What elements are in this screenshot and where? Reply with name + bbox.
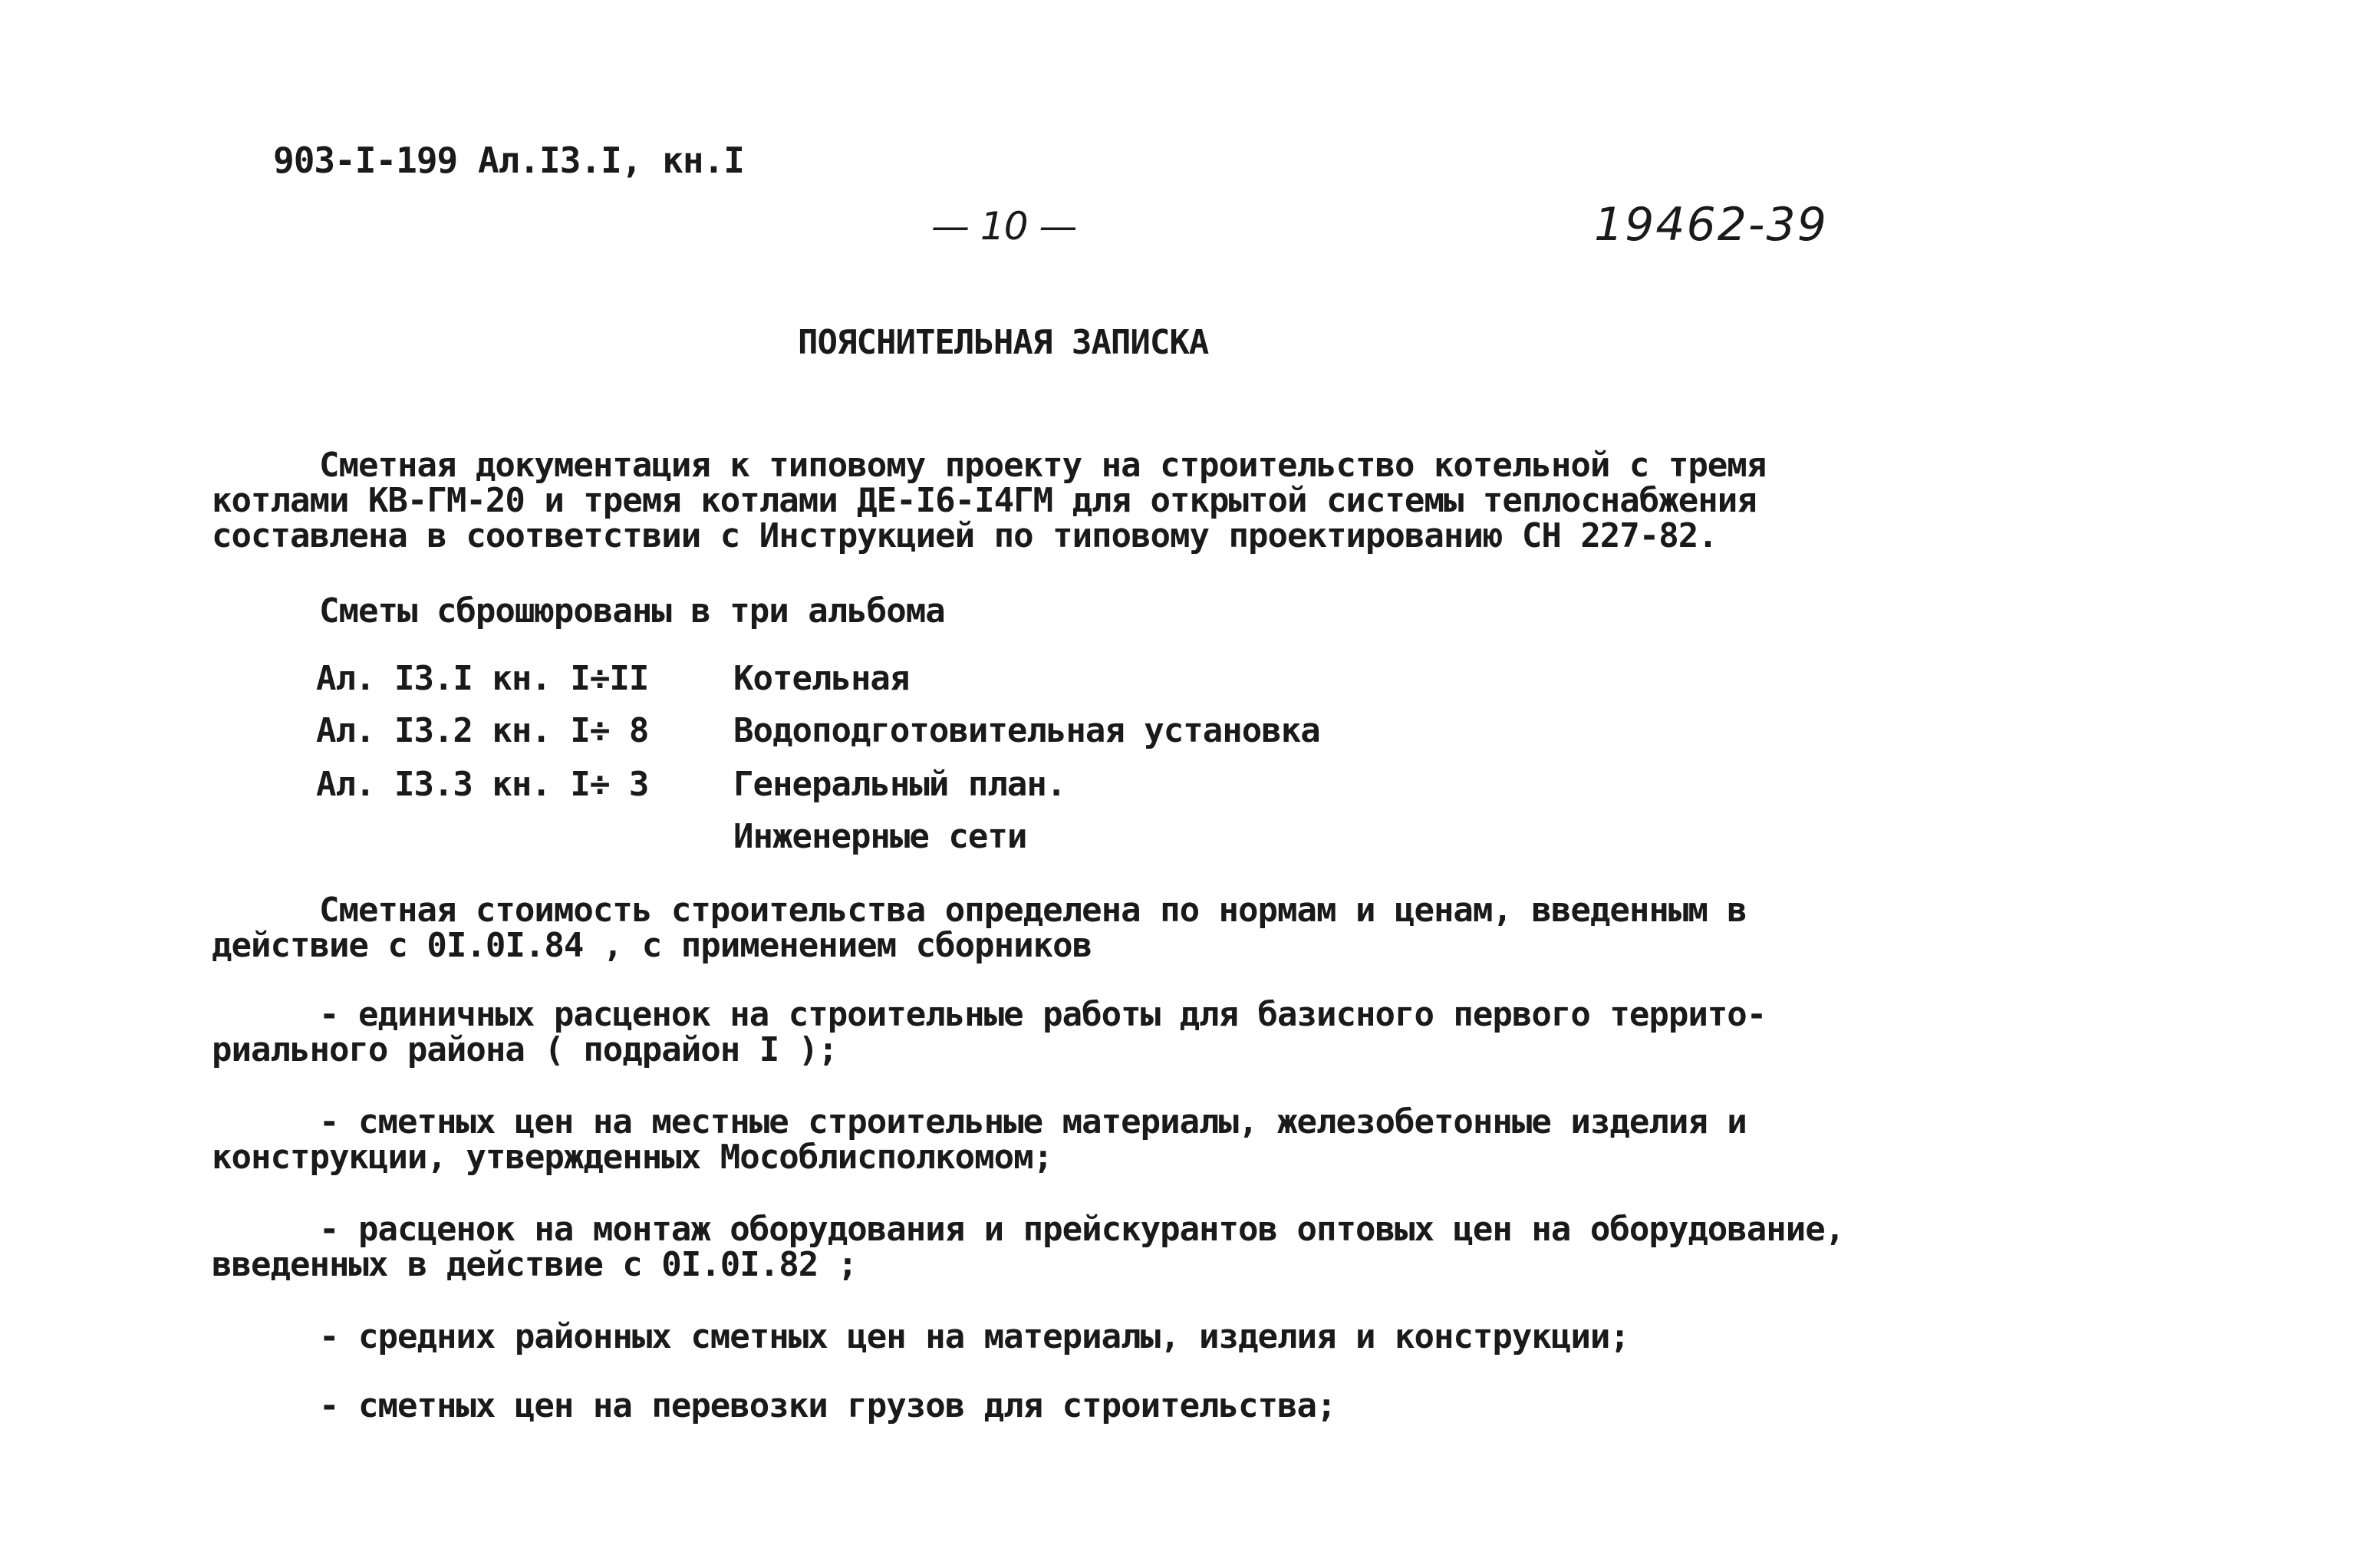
album-code: Ал. I3.2 кн. I÷ 8 — [316, 711, 649, 750]
bullet-item: - единичных расценок на строительные работы для базисного первого террито- — [319, 995, 1767, 1034]
album-label: Котельная — [733, 659, 910, 698]
document-code: 90З-I-199 Ал.I3.I, кн.I — [273, 140, 744, 181]
album-label: Водоподготовительная установка — [733, 711, 1320, 750]
bullet-item-continuation: введенных в действие с 0I.0I.82 ; — [212, 1245, 858, 1284]
bullet-item: - сметных цен на перевозки грузов для строительства; — [319, 1386, 1336, 1425]
bullet-item: - сметных цен на местные строительные материалы, железобетонные изделия и — [319, 1102, 1747, 1141]
bullet-item: - средних районных сметных цен на материалы, изделия и конструкции; — [319, 1317, 1629, 1356]
albums-intro: Сметы сброшюрованы в три альбома — [319, 591, 945, 631]
archive-number: 19462-39 — [1594, 198, 1828, 252]
album-code: Ал. I3.I кн. I÷II — [316, 659, 649, 698]
page-number: — 10 — — [931, 204, 1077, 249]
album-code: Ал. I3.3 кн. I÷ 3 — [316, 765, 649, 804]
intro-line-3: составлена в соответствии с Инструкцией по типовому проектированию СН 227-82. — [212, 516, 1718, 555]
album-label: Инженерные сети — [733, 817, 1027, 856]
album-label: Генеральный план. — [733, 765, 1066, 804]
bullet-item-continuation: конструкции, утвержденных Мособлисполкомом; — [212, 1138, 1053, 1177]
bullet-item-continuation: риального района ( подрайон I ); — [212, 1030, 838, 1069]
intro-line-2: котлами КВ-ГМ-20 и тремя котлами ДЕ-I6-I4ГМ для открытой системы теплоснабжения — [212, 481, 1757, 520]
cost-line-1: Сметная стоимость строительства определена по нормам и ценам, введенным в — [319, 891, 1747, 930]
cost-line-2: действие с 0I.0I.84 , с применением сборников — [212, 926, 1092, 965]
intro-line-1: Сметная документация к типовому проекту на строительство котельной с тремя — [319, 446, 1767, 485]
document-title: ПОЯСНИТЕЛЬНАЯ ЗАПИСКА — [798, 323, 1209, 362]
bullet-item: - расценок на монтаж оборудования и прейскурантов оптовых цен на оборудование, — [319, 1210, 1845, 1249]
